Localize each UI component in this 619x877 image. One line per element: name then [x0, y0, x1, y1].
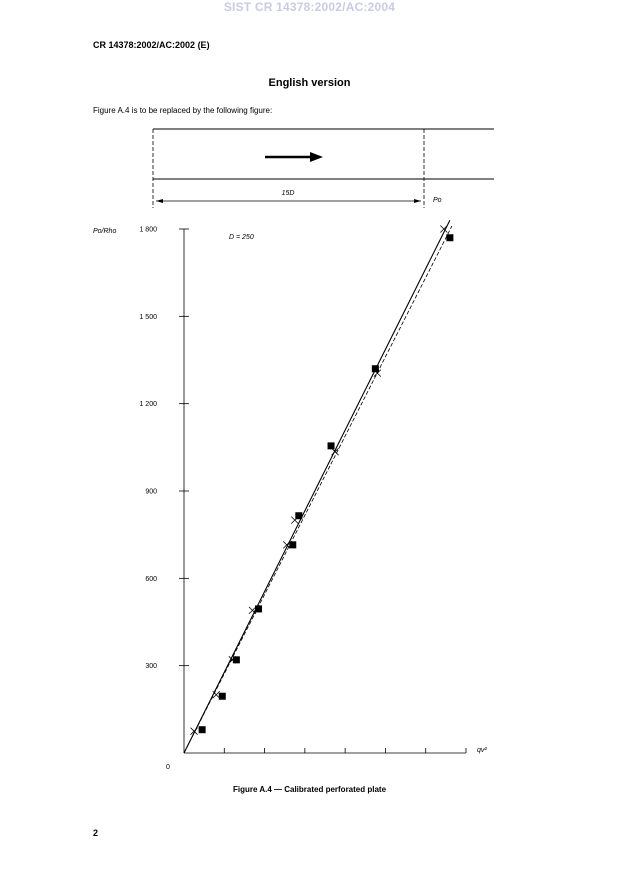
fit-line-dashed [184, 226, 452, 753]
square-point [233, 656, 240, 663]
origin-label: 0 [166, 764, 170, 771]
square-point [255, 605, 262, 612]
watermark: SIST CR 14378:2002/AC:2004 [223, 0, 396, 14]
cross-point [291, 517, 298, 524]
document-id-header: CR 14378:2002/AC:2002 (E) [93, 40, 210, 50]
square-point [328, 442, 335, 449]
pressure-label: Po [433, 197, 442, 204]
y-axis-label: Po/Rho [93, 228, 117, 235]
y-tick-label: 600 [145, 575, 157, 583]
y-tick-label: 300 [145, 663, 157, 671]
fit-line-solid [184, 220, 450, 753]
square-point [289, 541, 296, 548]
figure-caption: Figure A.4 — Calibrated perforated plate [232, 785, 387, 794]
square-point [199, 726, 206, 733]
intro-text: Figure A.4 is to be replaced by the following figure: [93, 106, 273, 115]
square-point [446, 234, 453, 241]
cross-point [213, 691, 220, 698]
page-number: 2 [93, 828, 99, 838]
y-tick-label: 1 200 [139, 401, 157, 409]
y-tick-label: 1 500 [139, 313, 157, 321]
x-axis-label: qv² [477, 747, 487, 754]
y-tick-label: 1 800 [139, 226, 157, 234]
axis-ticks [139, 227, 466, 754]
length-label: 15D [281, 190, 295, 197]
data-points [191, 226, 454, 735]
y-tick-label: 900 [145, 488, 157, 496]
diameter-annotation: D = 250 [229, 234, 254, 241]
square-point [219, 693, 226, 700]
fit-lines [184, 220, 452, 753]
section-title: English version [268, 77, 351, 89]
